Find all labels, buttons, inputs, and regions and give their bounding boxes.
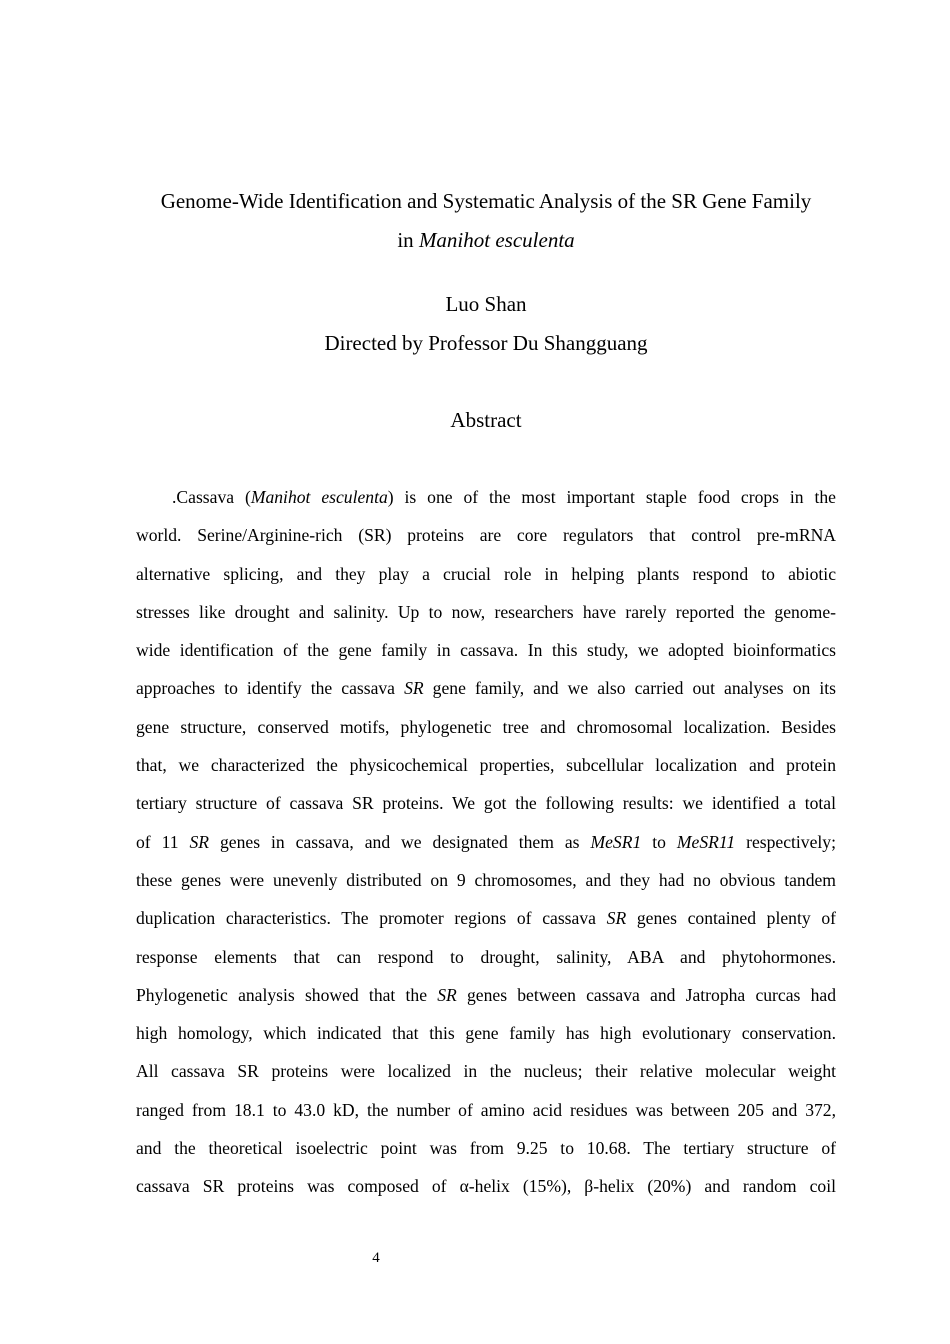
abstract-line	[136, 823, 836, 861]
text-run: and the theoretical isoelectric point was from 9.25 to 10.68. The tertiary structure of	[136, 1138, 836, 1159]
text-run: genes between cassava and Jatropha curcas had	[456, 984, 836, 1005]
author-block	[0, 285, 950, 363]
text-run: world. Serine/Arginine-rich (SR) proteins are core regulators that control pre-mRNA	[136, 525, 836, 546]
text-run: respectively;	[735, 831, 836, 852]
text-run: of 11	[136, 831, 190, 852]
abstract-body	[136, 478, 836, 1206]
text-run: ) is one of the most important staple food crops in the	[387, 487, 836, 507]
abstract-line	[136, 1014, 836, 1052]
text-run: genes in cassava, and we designated them as	[209, 831, 591, 852]
text-run: tertiary structure of cassava SR proteins. We got the following results: we identified a total	[136, 793, 836, 814]
italic-term: SR	[606, 908, 627, 929]
abstract-line	[136, 631, 836, 669]
text-run: cassava SR proteins was composed of α-helix (15%), β-helix (20%) and random coil	[136, 1176, 836, 1197]
abstract-line	[136, 938, 836, 976]
abstract-line	[136, 899, 836, 937]
text-run: gene family, and we also carried out analyses on its	[423, 678, 836, 699]
text-run: .Cassava (	[172, 487, 251, 507]
abstract-line	[136, 516, 836, 554]
text-run: that, we characterized the physicochemical properties, subcellular localization and protein	[136, 755, 836, 776]
text-run: these genes were unevenly distributed on 9 chromosomes, and they had no obvious tandem	[136, 869, 836, 890]
text-run: Phylogenetic analysis showed that the	[136, 984, 438, 1005]
abstract-line	[136, 746, 836, 784]
abstract-line	[136, 1052, 836, 1090]
text-run: genes contained plenty of	[626, 908, 836, 929]
text-run: response elements that can respond to drought, salinity, ABA and phytohormones.	[136, 946, 836, 967]
italic-term: MeSR11	[676, 831, 736, 852]
abstract-line	[136, 708, 836, 746]
abstract-line	[136, 478, 836, 516]
abstract-line	[136, 1129, 836, 1167]
text-run: to	[641, 831, 677, 852]
text-run: gene structure, conserved motifs, phylogenetic tree and chromosomal localization. Besides	[136, 716, 836, 737]
paper-title	[0, 182, 950, 260]
title-prefix: in	[397, 228, 419, 252]
text-run: stresses like drought and salinity. Up to now, researchers have rarely reported the genome-	[136, 601, 836, 622]
text-run: alternative splicing, and they play a crucial role in helping plants respond to abiotic	[136, 563, 836, 584]
advisor-line: Directed by Professor Du Shangguang	[324, 331, 648, 355]
italic-term: Manihot esculenta	[250, 487, 388, 507]
text-run: wide identification of the gene family in cassava. In this study, we adopted bioinformatics	[136, 640, 836, 661]
title-line-2	[0, 221, 950, 260]
title-line-1: Genome-Wide Identification and Systematic Analysis of the SR Gene Family	[160, 189, 812, 213]
abstract-line	[136, 669, 836, 707]
abstract-line	[136, 1091, 836, 1129]
abstract-line	[136, 976, 836, 1014]
abstract-line	[136, 593, 836, 631]
text-run: ranged from 18.1 to 43.0 kD, the number of amino acid residues was between 205 and 372,	[136, 1099, 836, 1120]
text-run: approaches to identify the cassava	[136, 678, 405, 699]
abstract-line	[136, 784, 836, 822]
text-run: All cassava SR proteins were localized in the nucleus; their relative molecular weight	[136, 1061, 836, 1082]
text-run: duplication characteristics. The promoter regions of cassava	[136, 908, 607, 929]
abstract-line	[136, 1167, 836, 1205]
text-run: high homology, which indicated that this gene family has high evolutionary conservation.	[136, 1023, 836, 1044]
abstract-line	[136, 861, 836, 899]
abstract-line	[136, 555, 836, 593]
page-number: 4	[372, 1250, 380, 1266]
title-species: Manihot esculenta	[418, 228, 575, 252]
author-name: Luo Shan	[445, 292, 527, 316]
italic-term: SR	[404, 678, 424, 699]
italic-term: MeSR1	[590, 831, 642, 852]
italic-term: SR	[189, 831, 210, 852]
abstract-heading: Abstract	[450, 408, 522, 432]
italic-term: SR	[437, 984, 457, 1005]
